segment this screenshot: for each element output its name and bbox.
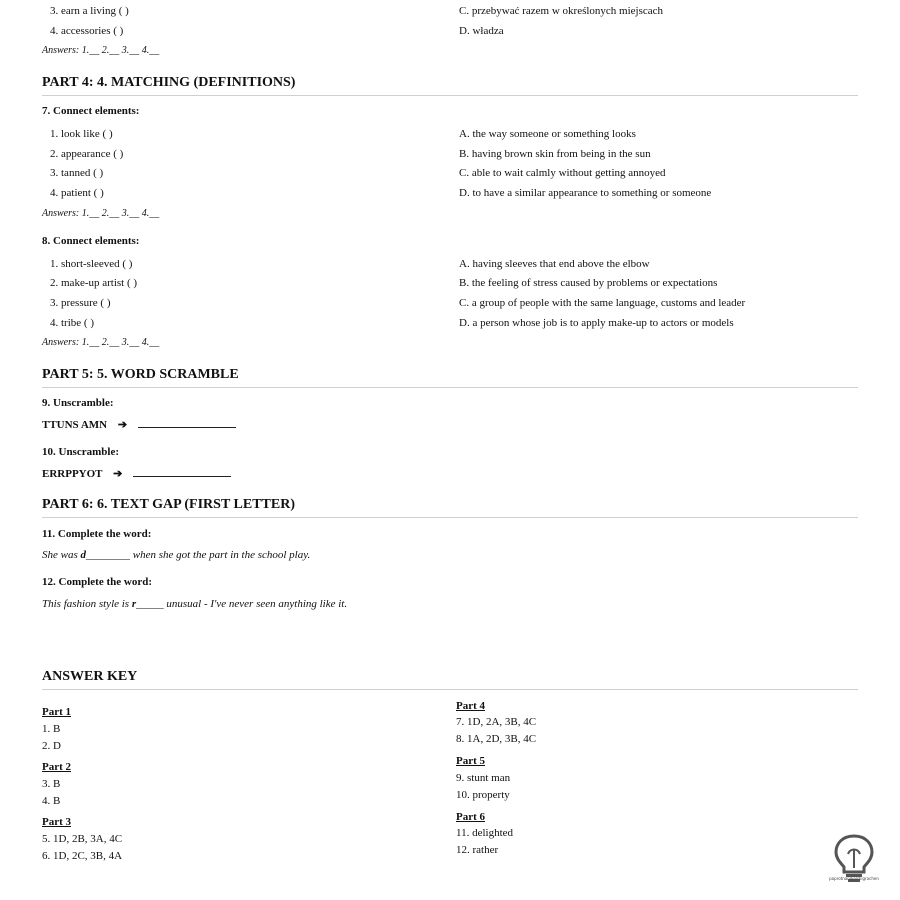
sentence-start: This fashion style is	[42, 598, 132, 610]
match-right-item: A. the way someone or something looks	[459, 128, 636, 140]
scrambled-word: ERRPPYOT	[42, 468, 103, 480]
arrow-icon: ➔	[113, 468, 123, 480]
answer-key-part: Part 1	[42, 706, 72, 718]
match-left-item: 2. appearance ( )	[50, 148, 124, 160]
answer-key-line: 6. 1D, 2C, 3B, 4A	[42, 850, 123, 862]
question-label: 12. Complete the word:	[42, 576, 152, 588]
sentence-end: when she got the part in the school play.	[130, 549, 311, 561]
answer-key-line: 3. B	[42, 778, 61, 790]
scramble-row	[42, 467, 231, 480]
match-right-item: D. władza	[459, 25, 504, 37]
match-right-item: C. a group of people with the same language, customs and leader	[459, 297, 746, 309]
answer-key-part: Part 5	[456, 755, 486, 767]
match-left-item: 2. make-up artist ( )	[50, 277, 138, 289]
gap[interactable]: ________	[86, 549, 130, 561]
match-right-item: A. having sleeves that end above the elbow	[459, 258, 650, 270]
question-label: 9. Unscramble:	[42, 397, 114, 409]
section-title-part4: PART 4: 4. MATCHING (DEFINITIONS)	[42, 75, 858, 96]
match-left-item: 4. tribe ( )	[50, 317, 94, 329]
answer-blank[interactable]	[138, 418, 236, 428]
match-right-item: C. able to wait calmly without getting annoyed	[459, 167, 666, 179]
gap[interactable]: _____	[136, 598, 164, 610]
match-right-item: C. przebywać razem w określonych miejscach	[459, 5, 664, 17]
answer-key-line: 2. D	[42, 740, 61, 752]
section-title-part6: PART 6: 6. TEXT GAP (FIRST LETTER)	[42, 497, 858, 518]
answer-key-line: 9. stunt man	[456, 772, 511, 784]
answer-key-line: 12. rather	[456, 844, 499, 856]
answer-key-line: 1. B	[42, 723, 61, 735]
match-left-item: 3. pressure ( )	[50, 297, 111, 309]
answer-key-line: 4. B	[42, 795, 61, 807]
match-right-item: D. a person whose job is to apply make-up to actors or models	[459, 317, 734, 329]
first-letter: r	[131, 598, 137, 610]
scrambled-word: TTUNS AMN	[42, 419, 108, 431]
answer-key-part: Part 6	[456, 811, 486, 823]
scramble-row	[42, 418, 236, 431]
answer-key-line: 5. 1D, 2B, 3A, 4C	[42, 833, 123, 845]
match-left-item: 1. short-sleeved ( )	[50, 258, 133, 270]
sentence-start: She was	[42, 549, 81, 561]
question-label: 7. Connect elements:	[42, 105, 140, 117]
sentence-end: unusual - I've never seen anything like it.	[163, 598, 348, 610]
answers-line: Answers: 1.__ 2.__ 3.__ 4.__	[42, 337, 160, 348]
question-label: 10. Unscramble:	[42, 446, 119, 458]
answers-line: Answers: 1.__ 2.__ 3.__ 4.__	[42, 45, 160, 56]
answer-key-part: Part 3	[42, 816, 72, 828]
match-left-item: 3. earn a living ( )	[50, 5, 129, 17]
match-left-item: 4. patient ( )	[50, 187, 104, 199]
answer-key-line: 10. property	[456, 789, 510, 801]
question-label: 8. Connect elements:	[42, 235, 140, 247]
match-left-item: 4. accessories ( )	[50, 25, 124, 37]
first-letter: d	[80, 549, 86, 561]
logo-text: paprotnangielskigrachen	[829, 876, 879, 881]
match-left-item: 1. look like ( )	[50, 128, 113, 140]
answer-key-part: Part 4	[456, 700, 486, 712]
section-title-part5: PART 5: 5. WORD SCRAMBLE	[42, 367, 858, 388]
answers-line: Answers: 1.__ 2.__ 3.__ 4.__	[42, 208, 160, 219]
match-left-item: 3. tanned ( )	[50, 167, 104, 179]
question-label: 11. Complete the word:	[42, 528, 152, 540]
match-right-item: B. the feeling of stress caused by problems or expectations	[459, 277, 718, 289]
answer-key-line: 11. delighted	[456, 827, 514, 839]
answer-key-title: ANSWER KEY	[42, 669, 858, 690]
gap-sentence	[42, 598, 347, 610]
arrow-icon: ➔	[117, 419, 128, 431]
match-right-item: D. to have a similar appearance to something or someone	[459, 187, 712, 199]
gap-sentence	[42, 549, 310, 561]
answer-key-part: Part 2	[42, 761, 72, 773]
match-right-item: B. having brown skin from being in the sun	[459, 148, 651, 160]
answer-key-line: 8. 1A, 2D, 3B, 4C	[456, 733, 537, 745]
answer-blank[interactable]	[133, 467, 231, 477]
answer-key-line: 7. 1D, 2A, 3B, 4C	[456, 716, 537, 728]
